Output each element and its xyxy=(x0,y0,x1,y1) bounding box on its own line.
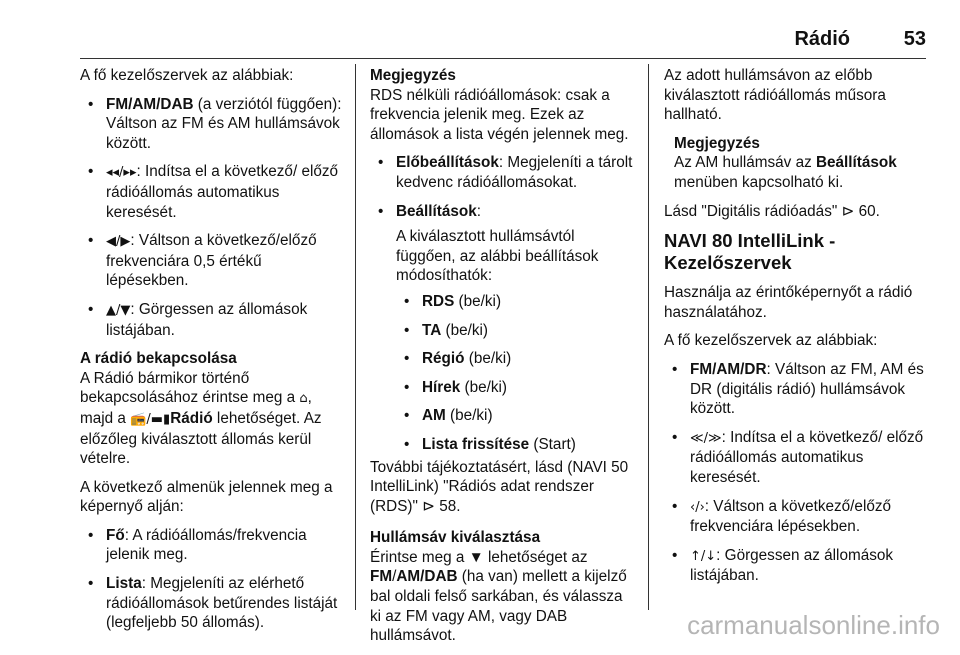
section-title: A rádió bekapcsolása xyxy=(80,350,237,368)
list-item: • RDS (be/ki) xyxy=(396,292,635,312)
controls-list xyxy=(80,95,345,341)
page-number: 53 xyxy=(903,28,926,50)
list-item: • ◂◂/▸▸: Indítsa el a következő/ előző rádióállomás automatikus keresését. xyxy=(80,162,345,222)
scroll-icon: ▲/▼ xyxy=(106,302,131,318)
list-item: • AM (be/ki) xyxy=(396,406,635,426)
home-icon: ⌂ xyxy=(299,391,308,407)
list-item: • ◀/▶: Váltson a következő/előző frekvenciára 0,5 értékű lépésekben. xyxy=(80,231,345,291)
header-rule xyxy=(80,58,926,59)
column-2 xyxy=(370,66,635,655)
paragraph: Használja az érintőképernyőt a rádió használatához. xyxy=(664,284,913,321)
note-title: Megjegyzés xyxy=(370,67,456,84)
submenu-list xyxy=(80,526,345,633)
list-item: • ↑/↓: Görgessen az állomások listájában. xyxy=(664,546,929,586)
list-item: • Fő: A rádióállomás/frekvencia jelenik meg. xyxy=(80,526,345,565)
options-list xyxy=(370,153,635,454)
list-item: • ≪/≫: Indítsa el a következő/ előző rádióállomás automatikus keresését. xyxy=(664,428,929,488)
settings-list xyxy=(396,292,635,455)
section-title: Hullámsáv kiválasztása xyxy=(370,529,541,547)
seek-icon: ≪/≫ xyxy=(690,430,722,446)
page-header xyxy=(0,0,960,64)
list-item: • ▲/▼: Görgessen az állomások listájában. xyxy=(80,300,345,340)
list-item: • TA (be/ki) xyxy=(396,321,635,341)
tune-icon: ‹/› xyxy=(690,499,705,515)
radio-icon: 📻/▬▮ xyxy=(130,411,171,427)
column-1 xyxy=(80,66,345,642)
list-item: • Beállítások: A kiválasztott hullámsávtól függően, az alábbi beállítások módosíthatók: • RDS (be/ki) • TA (be/ki) • Régió (be/ki) • Hírek (be/ki) • AM (be/ki) • Lista frissítése (Start) xyxy=(370,202,635,455)
list-item: • ‹/›: Váltson a következő/előző frekvenciára lépésekben. xyxy=(664,497,929,537)
list-item: • Hírek (be/ki) xyxy=(396,378,635,398)
watermark: carmanualsonline.info xyxy=(687,610,940,640)
list-item: • FM/AM/DAB (a verziótól függően): Váltson az FM és AM hullámsávok között. xyxy=(80,95,345,154)
paragraph: Érintse meg a ▼ lehetőséget az FM/AM/DAB (ha van) mellett a kijelző bal oldali felső sarkában, és válassza ki az FM vagy AM, vagy DAB hullámsávot. xyxy=(370,548,627,645)
see-also: Lásd "Digitális rádióadás" ⊳ 60. xyxy=(664,202,880,220)
paragraph: A Rádió bármikor történő bekapcsolásához érintse meg a ⌂, majd a 📻/▬▮Rádió lehetőséget. Az előzőleg kiválasztott állomás kerül vételre. xyxy=(80,369,322,468)
list-item: • Lista: Megjeleníti az elérhető rádióállomások betűrendes listáját (legfeljebb 50 állomás). xyxy=(80,574,345,633)
settings-intro: A kiválasztott hullámsávtól függően, az alábbi beállítások módosíthatók: xyxy=(396,228,599,285)
column-divider-2 xyxy=(648,64,649,610)
tune-icon: ◀/▶ xyxy=(106,234,131,250)
column-3 xyxy=(664,66,929,595)
list-item: • Lista frissítése (Start) xyxy=(396,435,635,455)
paragraph: A következő almenük jelennek meg a képernyő alján: xyxy=(80,478,333,516)
note-text: RDS nélküli rádióállomások: csak a frekvencia jelenik meg. Ezek az állomások a lista végén jelennek meg. xyxy=(370,86,629,143)
note-title: Megjegyzés xyxy=(674,134,760,152)
more-info: További tájékoztatásért, lásd (NAVI 50 IntelliLink) "Rádiós adat rendszer (RDS)" ⊳ 58. xyxy=(370,458,629,515)
scroll-icon: ↑/↓ xyxy=(690,548,717,564)
controls-list-navi80 xyxy=(664,360,929,586)
seek-icon: ◂◂/▸▸ xyxy=(106,165,137,181)
paragraph: A fő kezelőszervek az alábbiak: xyxy=(664,332,878,350)
list-item: • Előbeállítások: Megjeleníti a tárolt kedvenc rádióállomásokat. xyxy=(370,153,635,192)
list-item: • FM/AM/DR: Váltson az FM, AM és DR (digitális rádió) hullámsávok között. xyxy=(664,360,929,419)
paragraph: Az adott hullámsávon az előbb kiválasztott rádióállomás műsora hallható. xyxy=(664,67,886,124)
section-heading: NAVI 80 IntelliLink - Kezelőszervek xyxy=(664,230,836,274)
list-item: • Régió (be/ki) xyxy=(396,349,635,369)
column-divider-1 xyxy=(355,64,356,610)
chapter-title: Rádió xyxy=(794,28,850,50)
note-box xyxy=(674,134,929,193)
controls-intro: A fő kezelőszervek az alábbiak: xyxy=(80,67,294,84)
note-text: Az AM hullámsáv az Beállítások menüben kapcsolható ki. xyxy=(674,154,897,191)
